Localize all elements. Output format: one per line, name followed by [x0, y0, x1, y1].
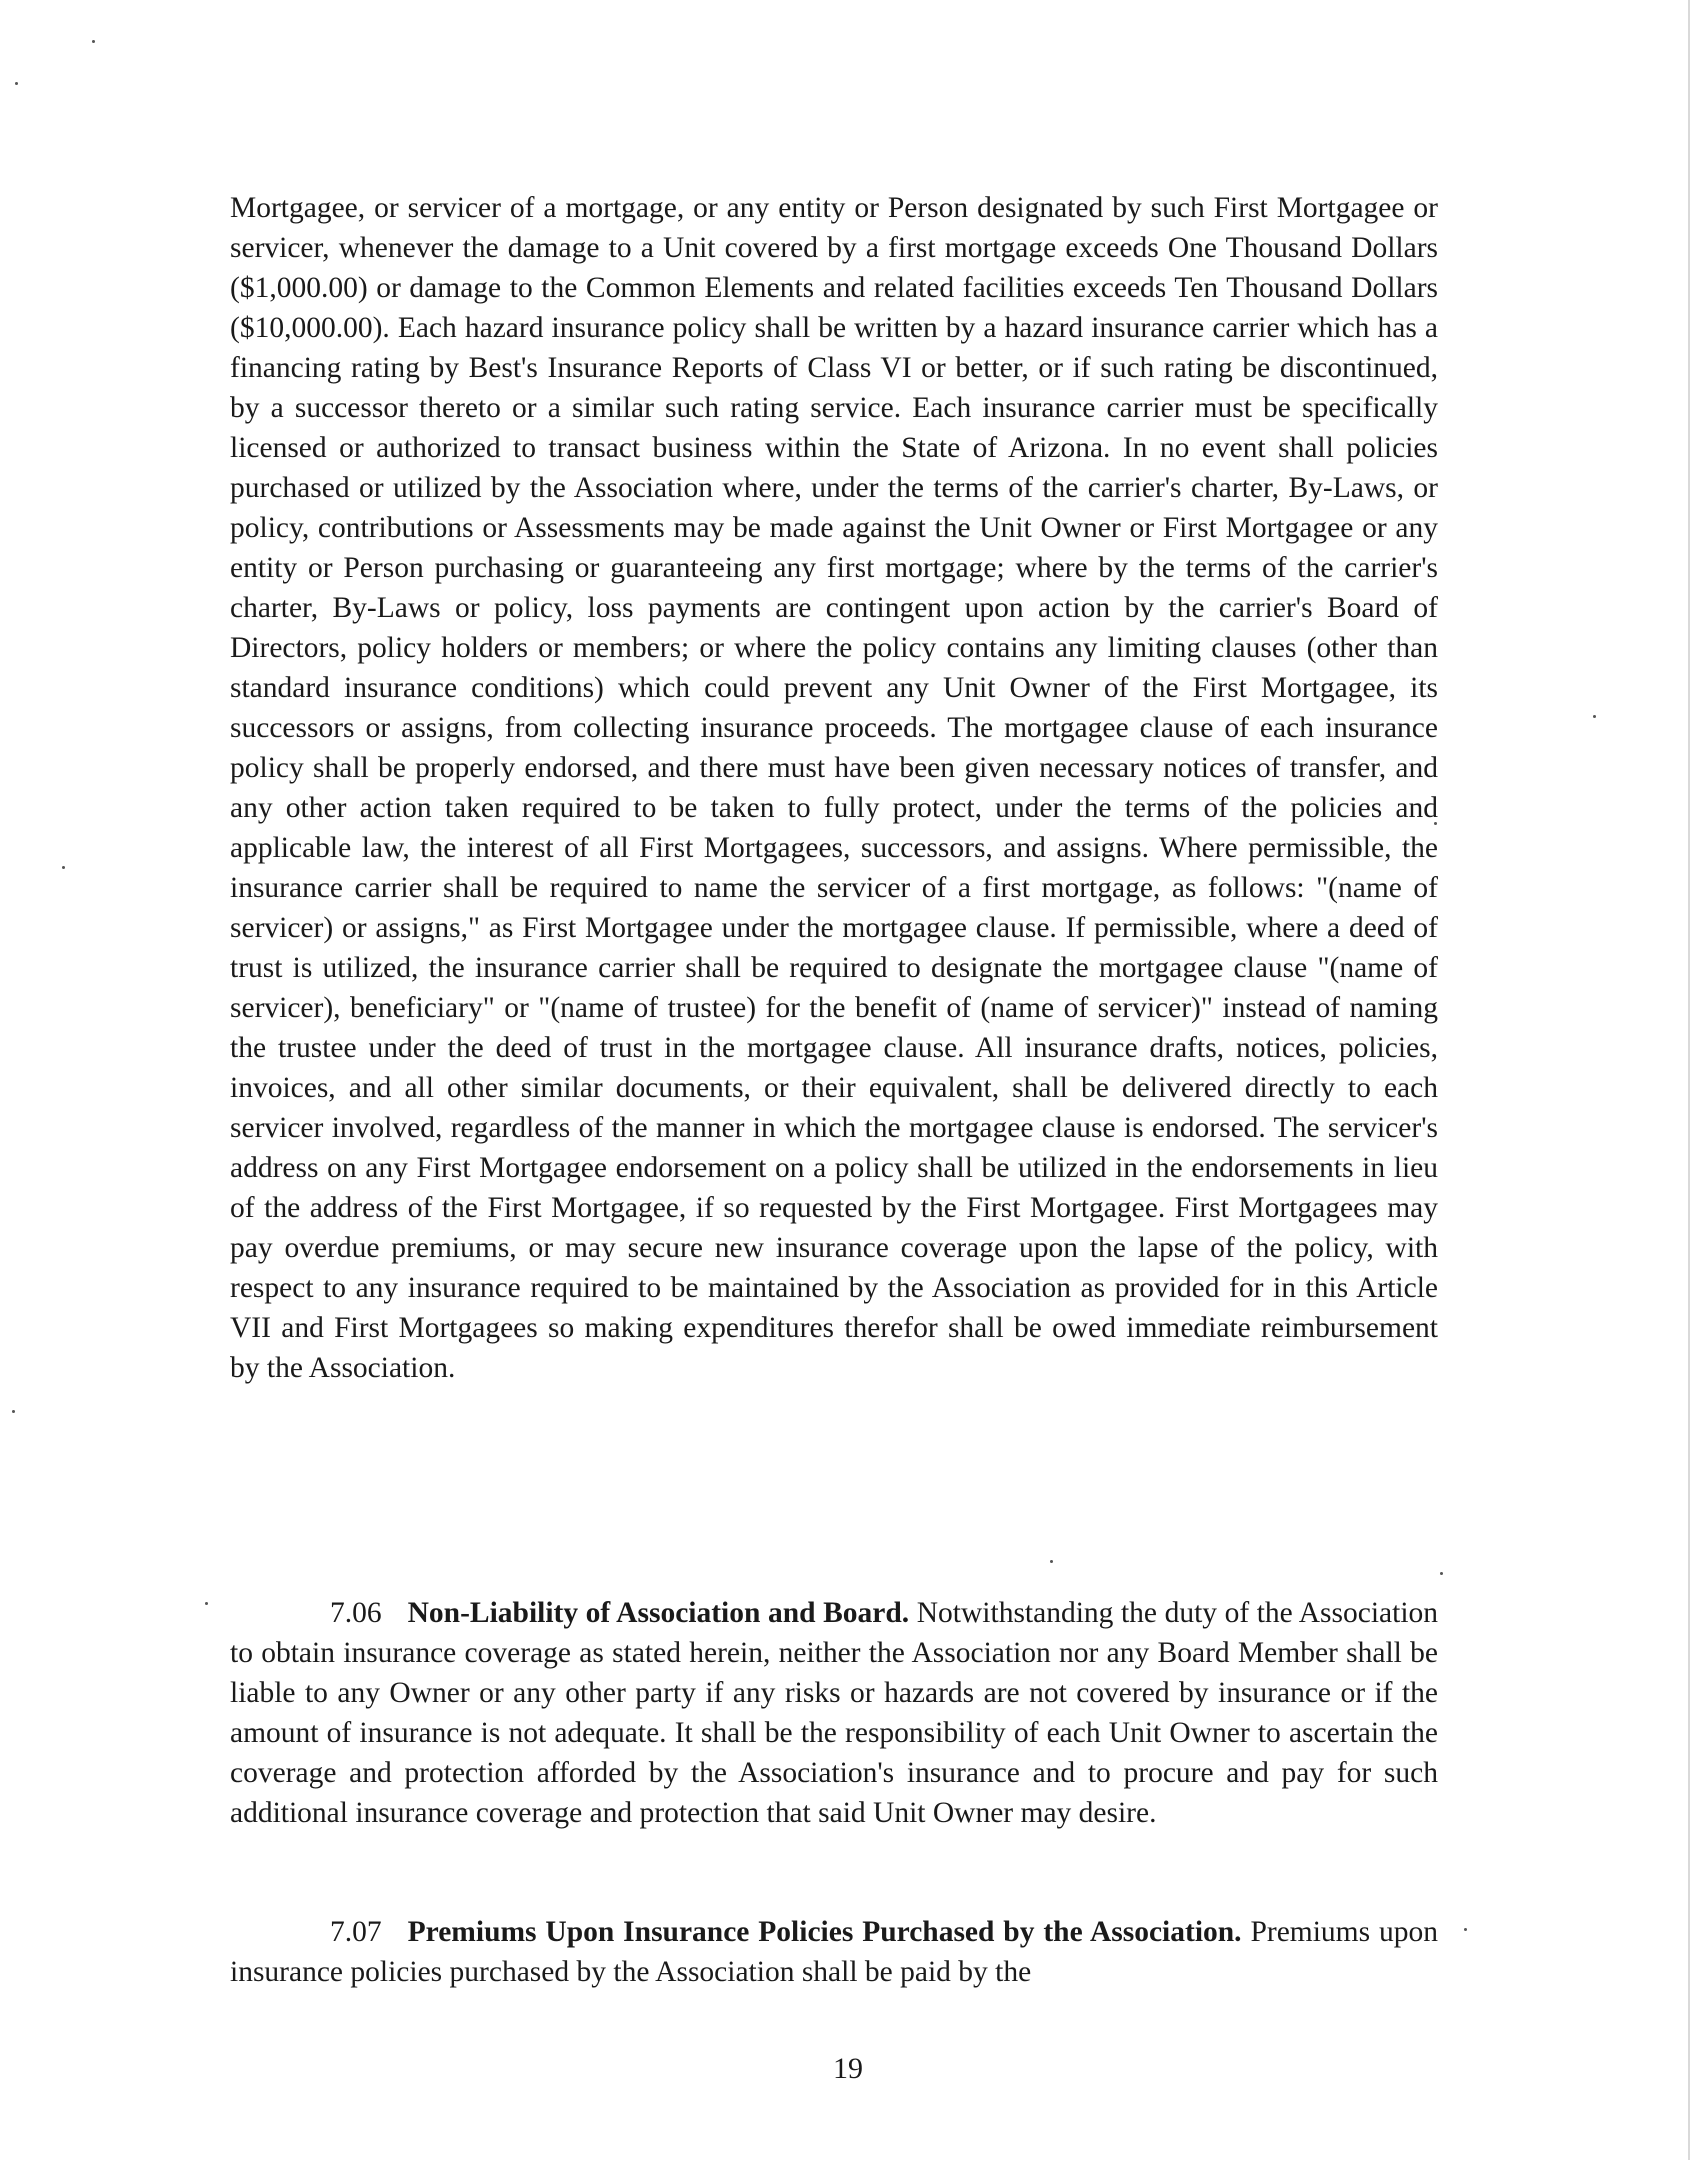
scan-speck: [15, 82, 18, 85]
page-number: 19: [833, 2052, 863, 2085]
scan-speck: [62, 866, 65, 869]
scan-speck: [1593, 715, 1596, 718]
scan-edge-line: [1688, 0, 1690, 2160]
section-number: 7.07: [330, 1916, 382, 1948]
section-body-text: Premiums upon insurance policies purchased by the Association shall be paid by the: [230, 1916, 1439, 1988]
section-heading: Premiums Upon Insurance Policies Purchased by the Association.: [407, 1916, 1242, 1948]
main-paragraph: Mortgagee, or servicer of a mortgage, or any entity or Person designated by such First Mortgagee or servicer, whenever the damage to a Unit covered by a first mortgage exceeds One Thousand Dollars ($1,000.00) or damage to the Common Elements and related facilities exceeds Ten Thousand Dollars ($10,000.00). Each hazard insurance policy shall be written by a hazard insurance carrier which has a financing rating by Best's Insurance Reports of Class VI or better, or if such rating be discontinued, by a successor thereto or a similar such rating service. Each insurance carrier must be specifically licensed or authorized to transact business within the State of Arizona. In no event shall policies purchased or utilized by the Association where, under the terms of the carrier's charter, By-Laws, or policy, contributions or Assessments may be made against the Unit Owner or First Mortgagee or any entity or Person purchasing or guaranteeing any first mortgage; where by the terms of the carrier's charter, By-Laws or policy, loss payments are contingent upon action by the carrier's Board of Directors, policy holders or members; or where the policy contains any limiting clauses (other than standard insurance conditions) which could prevent any Unit Owner of the First Mortgagee, its successors or assigns, from collecting insurance proceeds. The mortgagee clause of each insurance policy shall be properly endorsed, and there must have been given necessary notices of transfer, and any other action taken required to be taken to fully protect, under the terms of the policies and applicable law, the interest of all First Mortgagees, successors, and assigns. Where permissible, the insurance carrier shall be required to name the servicer of a first mortgage, as follows: "(name of servicer) or assigns," as First Mortgagee under the mortgagee clause. If permissible, where a deed of trust is utilized, the insurance carrier shall be required to designate the mortgagee clause "(name of servicer), beneficiary" or "(name of trustee) for the benefit of (name of servicer)" instead of naming the trustee under the deed of trust in the mortgagee clause. All insurance drafts, notices, policies, invoices, and all other similar documents, or their equivalent, shall be delivered directly to each servicer involved, regardless of the manner in which the mortgagee clause is endorsed. The servicer's address on any First Mortgagee endorsement on a policy shall be utilized in the endorsements in lieu of the address of the First Mortgagee, if so requested by the First Mortgagee. First Mortgagees may pay overdue premiums, or may secure new insurance coverage upon the lapse of the policy, with respect to any insurance required to be maintained by the Association as provided for in this Article VII and First Mortgagees so making expenditures therefor shall be owed immediate reimbursement by the Association.: [230, 192, 1438, 1384]
section-body-text: Notwithstanding the duty of the Association to obtain insurance coverage as stated herein, neither the Association nor any Board Member shall be liable to any Owner or any other party if any risks or hazards are not covered by insurance or if the amount of insurance is not adequate. It shall be the responsibility of each Unit Owner to ascertain the coverage and protection afforded by the Association's insurance and to procure and pay for such additional insurance coverage and protection that said Unit Owner may desire.: [230, 1597, 1439, 1829]
scan-speck: [1464, 1928, 1467, 1931]
scan-speck: [1050, 1560, 1053, 1563]
scan-speck: [12, 1410, 15, 1413]
section-number: 7.06: [330, 1597, 382, 1629]
section-7-07-paragraph: [230, 1912, 1438, 1992]
scan-speck: [92, 40, 95, 43]
scan-speck: [1440, 1572, 1443, 1575]
scan-speck: [205, 1602, 208, 1605]
section-7-06-paragraph: [230, 1593, 1438, 1833]
section-heading: Non-Liability of Association and Board.: [407, 1597, 910, 1629]
